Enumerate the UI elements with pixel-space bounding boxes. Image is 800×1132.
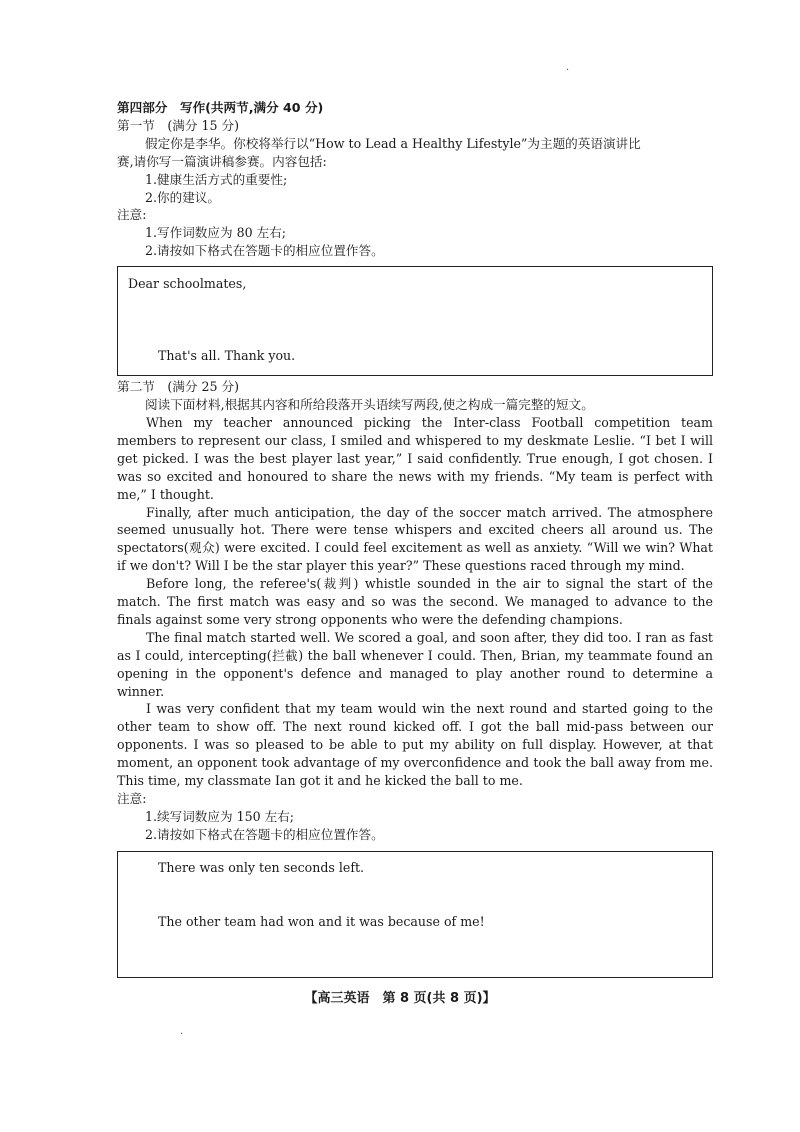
scan-dot-bottom: ·	[180, 1029, 184, 1040]
part-title: 第四部分 写作(共两节,满分 40 分)	[117, 100, 324, 115]
section1-heading: 第一节 (满分 15 分)	[117, 117, 240, 133]
box1-closing: That's all. Thank you.	[158, 348, 296, 364]
story-paragraph: Before long, the referee's(裁判) whistle sounded in the air to signal the start of the match. The first match was easy and so was the second. We managed to advance to the finals against some very strong opponents who were the defending champions.	[117, 576, 713, 627]
section2-notes-label: 注意:	[117, 791, 147, 806]
section2-note: 2.请按如下格式在答题卡的相应位置作答。	[145, 826, 384, 842]
story-paragraph: I was very confident that my team would win the next round and started going to the other team to show off. The next round kicked off. I got the ball mid-pass between our opponents. I was so pleased to be able to put my ability on full display. However, at that moment, an opponent took advantage of my overconfidence and took the ball away from me. This time, my classmate Ian got it and he kicked the ball to me.	[117, 701, 713, 789]
section1-note: 2.请按如下格式在答题卡的相应位置作答。	[145, 243, 384, 259]
story-paragraph: The final match started well. We scored a goal, and soon after, they did too. I ran as fast as I could, intercepting(拦截) the ball whenever I could. Then, Brian, my teammate found an opening in the opponent's defence and managed to play another round to determine a winner.	[117, 629, 713, 699]
section1-prompt-line1: 假定你是李华。你校将举行以“How to Lead a Healthy Lifestyle”为主题的英语演讲比	[145, 135, 641, 151]
box2-start-sentence-1: There was only ten seconds left.	[158, 859, 365, 875]
page-content	[117, 99, 713, 978]
section1-note: 1.写作词数应为 80 左右;	[145, 225, 287, 241]
section1-item: 2.你的建议。	[145, 189, 220, 205]
story-paragraph: Finally, after much anticipation, the day of the soccer match arrived. The atmosphere seemed unusually hot. There were tense whispers and excited cheers all around us. The spectators(观众) were excited. I could feel excitement as well as anxiety. “Will we win? What if we don't? Will I be the star player this year?” These questions raced through my mind.	[117, 504, 713, 574]
section2-instruction: 阅读下面材料,根据其内容和所给段落开头语续写两段,使之构成一篇完整的短文。	[145, 397, 594, 413]
section1-item: 1.健康生活方式的重要性;	[145, 171, 288, 187]
box1-greeting: Dear schoolmates,	[128, 276, 247, 292]
answer-box-2	[117, 851, 713, 978]
answer-box-1	[117, 266, 713, 376]
section2-heading: 第二节 (满分 25 分)	[117, 379, 240, 395]
scan-dot-top: ·	[566, 65, 570, 76]
page-footer: 【高三英语 第 8 页(共 8 页)】	[304, 991, 496, 1006]
box2-start-sentence-2: The other team had won and it was because of me!	[158, 913, 485, 929]
story-paragraph: When my teacher announced picking the Inter-class Football competition team members to represent our class, I smiled and whispered to my deskmate Leslie. “I bet I will get picked. I was the best player last year,” I said confidently. True enough, I got chosen. I was so excited and honoured to share the news with my friends. “My team is perfect with me,” I thought.	[117, 414, 713, 502]
section1-notes-label: 注意:	[117, 207, 147, 223]
section1-prompt-line2: 赛,请你写一篇演讲稿参赛。内容包括:	[117, 153, 327, 169]
section2-note: 1.续写词数应为 150 左右;	[145, 808, 295, 824]
